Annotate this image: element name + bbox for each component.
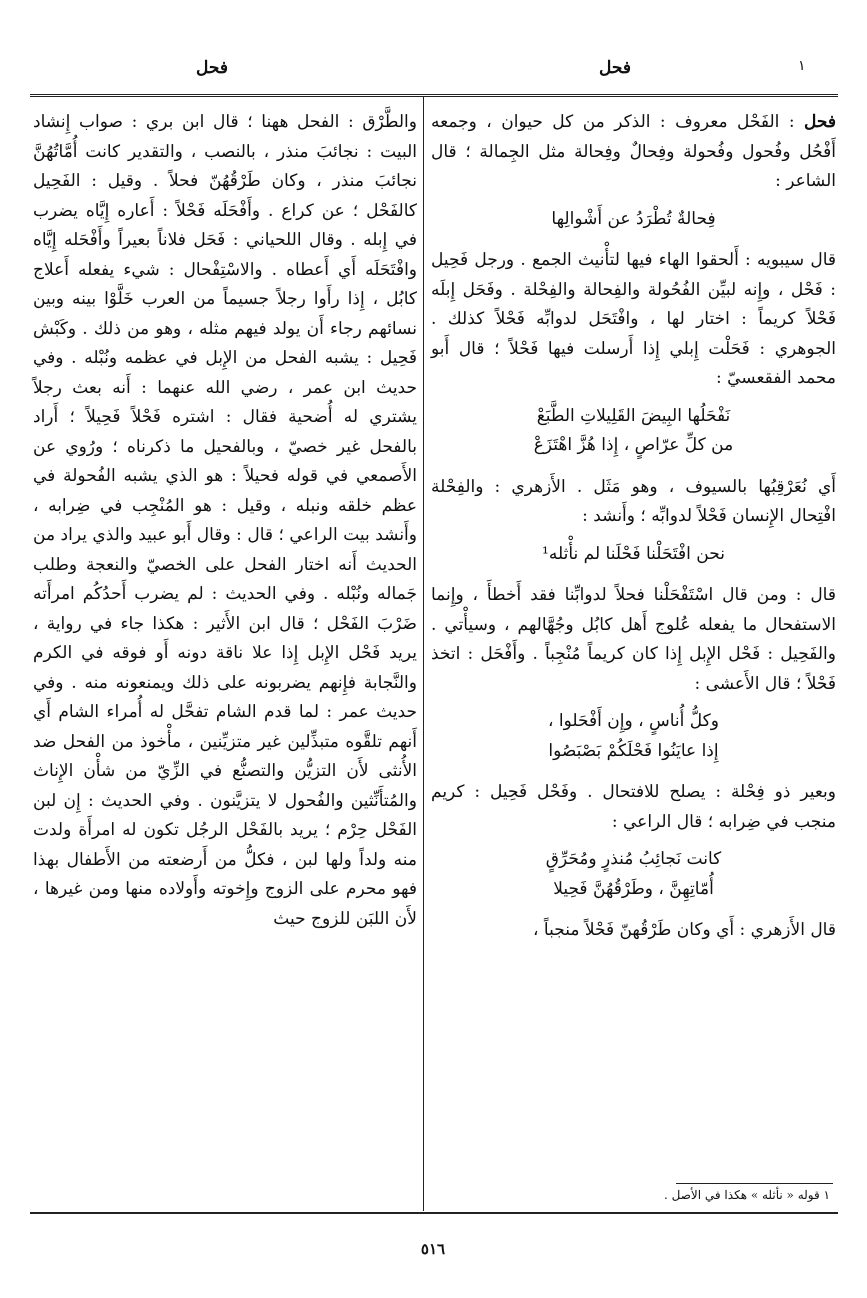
- verse-5-line-2: أُمّاتِهِنَّ ، وطَرْقُهُنَّ فَحِيلا: [553, 878, 714, 899]
- verse-2-line-2: من كلِّ عرّاصٍ ، إِذا هُزَّ اهْتَزَعْ: [533, 435, 734, 455]
- header-word-right: فحل: [599, 58, 631, 78]
- verse-5-line-1: كانت نَجائِبُ مُنذرٍ ومُحَرِّقٍ: [545, 849, 722, 869]
- page-number: ٥١٦: [420, 1240, 446, 1258]
- footnote-rule: [676, 1183, 833, 1184]
- column-divider: [423, 97, 424, 1211]
- entry-opening: [431, 108, 836, 197]
- right-column: [431, 108, 836, 946]
- verse-1: فِحالةٌ تُطْرَدُ عن أَشْوالِها: [551, 208, 716, 229]
- verse-3: نحن افْتَحَلْنا فَحْلَنا لم نأْثله¹: [542, 543, 725, 564]
- verse-4-line-1: وكلُّ أُناسٍ ، وإِن أَفْحَلوا ،: [548, 711, 719, 731]
- paragraph-2: قال سيبويه : أَلحقوا الهاء فيها لتأْنيث الجمع . ورجل فَحِيل : فَحْل ، وإِنه لبيِّن الفُحُولة والفِحالة والفِحْلة . وفَحَل إِبلَه فَحْلاً كريماً : اختار لها ، وافْتَحَل لدوابِّه فَحْلاً كذلك . الجوهري : فَحَلْت إِبلي إِذا أَرسلت فيها فَحْلاً ؛ قال أَبو محمد الفقعسيّ :: [431, 250, 836, 388]
- header-word-left: فحل: [196, 58, 228, 78]
- header-number: ١: [798, 58, 806, 74]
- paragraph-1: : الفَحْل معروف : الذكر من كل حيوان ، وجمعه أَفْحُل وفُحول وفُحولة وفِحالٌ وفِحالة مثل الجِمالة ؛ قال الشاعر :: [431, 112, 836, 191]
- left-paragraph: والطَّرْق : الفحل ههنا ؛ قال ابن بري : صواب إِنشاد البيت : نجائبَ منذر ، بالنصب ، والتقدير كانت أُمَّاتُهُنَّ نجائبَ منذر ، وكان طَرْقُهُنّ فحلاً . وقيل : الفَحِيل كالفَحْل ؛ عن كراع . وأَفْحَلَه فَحْلاً : أَعاره إِيَّاه يضرب في إِبله . وقال اللحياني : فَحَل فلاناً بعيراً وأَفْحَله إِيَّاه وافْتَحَلَه أَي أَعطاه . والاسْتِفْحال : شيء يفعله أَعلاج كابُل ، إِذا رأَوا رجلاً جسيماً من العرب خَلَّوْا بينه وبين نسائهم رجاء أَن يولد فيهم مثله ، وهو من ذلك . وكَبْش فَحِيل : يشبه الفحل من الإِبل في عظمه ونُبْله . وفي حديث ابن عمر ، رضي الله عنهما : أَنه بعث رجلاً يشتري له أُضحية فقال : اشتره فَحْلاً فَحِيلاً ؛ أَراد بالفحل غير خصيّ ، وبالفحيل ما ذكرناه ؛ ورُوي عن الأَصمعي في قوله فحيلاً : هو الذي يشبه الفُحولة في عظم خلقه ونبله ، وقيل : هو المُنْجِب في ضِرابه ، وأَنشد بيت الراعي ؛ قال : وقال أَبو عبيد والذي يراد من الحديث أَنه اختار الفحل على الخصيّ والنعجة وطلب جَماله ونُبْله . وفي الحديث : لم يضرب أَحدُكُم امرأَته ضَرْبَ الفَحْل ؛ قال ابن الأَثير : هكذا جاء في رواية ، يريد فَحْل الإِبل إِذا علا ناقة دونه أَو فوقه في الكرم والنَّجابة فإِنهم يضربونه على ذلك ويمنعونه منه . وفي حديث عمر : لما قدم الشام تفحَّل له أُمراء الشام أَي أَنهم تلقَّوه متبذِّلين غير متزيِّنين ، مأْخوذ من الفحل ضد الأُنثى لأَن التزيُّن والتصنُّع في الزِّيّ من شأْن الإِناث والمُتأَنِّثين والفُحول لا يتزيَّنون . وفي الحديث : إِن لبن الفَحْل حِرْم ؛ يريد بالفَحْل الرجُل تكون له امرأَة ولدت منه ولداً ولها لبن ، فكلُّ من أَرضعته من الأَطفال بهذا فهو محرم على الزوج وإِخوته وأَولاده منها ومن غيرها ، لأَن اللبَن للزوج حيث: [33, 112, 417, 929]
- paragraph-5: وبعير ذو فِحْلة : يصلح للافتحال . وفَحْل فَحِيل : كريم منجب في ضِرابه ؛ قال الراعي :: [431, 782, 836, 832]
- footnote: ١ قوله « نأثله » هكذا في الأصل .: [663, 1188, 830, 1202]
- paragraph-6: قال الأَزهري : أَي وكان طَرْقُهنّ فَحْلاً منجباً ،: [533, 920, 836, 940]
- top-rule: [30, 94, 838, 97]
- verse-4-line-2: إِذا عايَنُوا فَحْلَكُمْ بَصْبَصُوا: [548, 740, 719, 761]
- bottom-rule: [30, 1212, 838, 1214]
- paragraph-4: قال : ومن قال اسْتَفْحَلْنا فحلاً لدوابِّنا فقد أَخطأَ ، وإِنما الاستفحال ما يفعله عُلوج أَهل كابُل وجُهَّالهم ، وسيأْتي . والفَحِيل : فَحْل الإِبل إِذا كان كريماً مُنْجِباً . وأَفْحَل : اتخذ فَحْلاً ؛ قال الأَعشى :: [431, 585, 836, 694]
- headword: فحل: [804, 112, 837, 132]
- verse-2-line-1: نَفْحَلُها البِيضَ القَلِيلاتِ الطَّبَعْ: [536, 405, 731, 426]
- paragraph-3: أَي نُعَرْقِبُها بالسيوف ، وهو مَثَل . الأَزهري : والفِحْلة افْتِحال الإِنسان فَحْلاً لدوابِّه ؛ وأَنشد :: [431, 476, 836, 526]
- left-column: [33, 108, 417, 934]
